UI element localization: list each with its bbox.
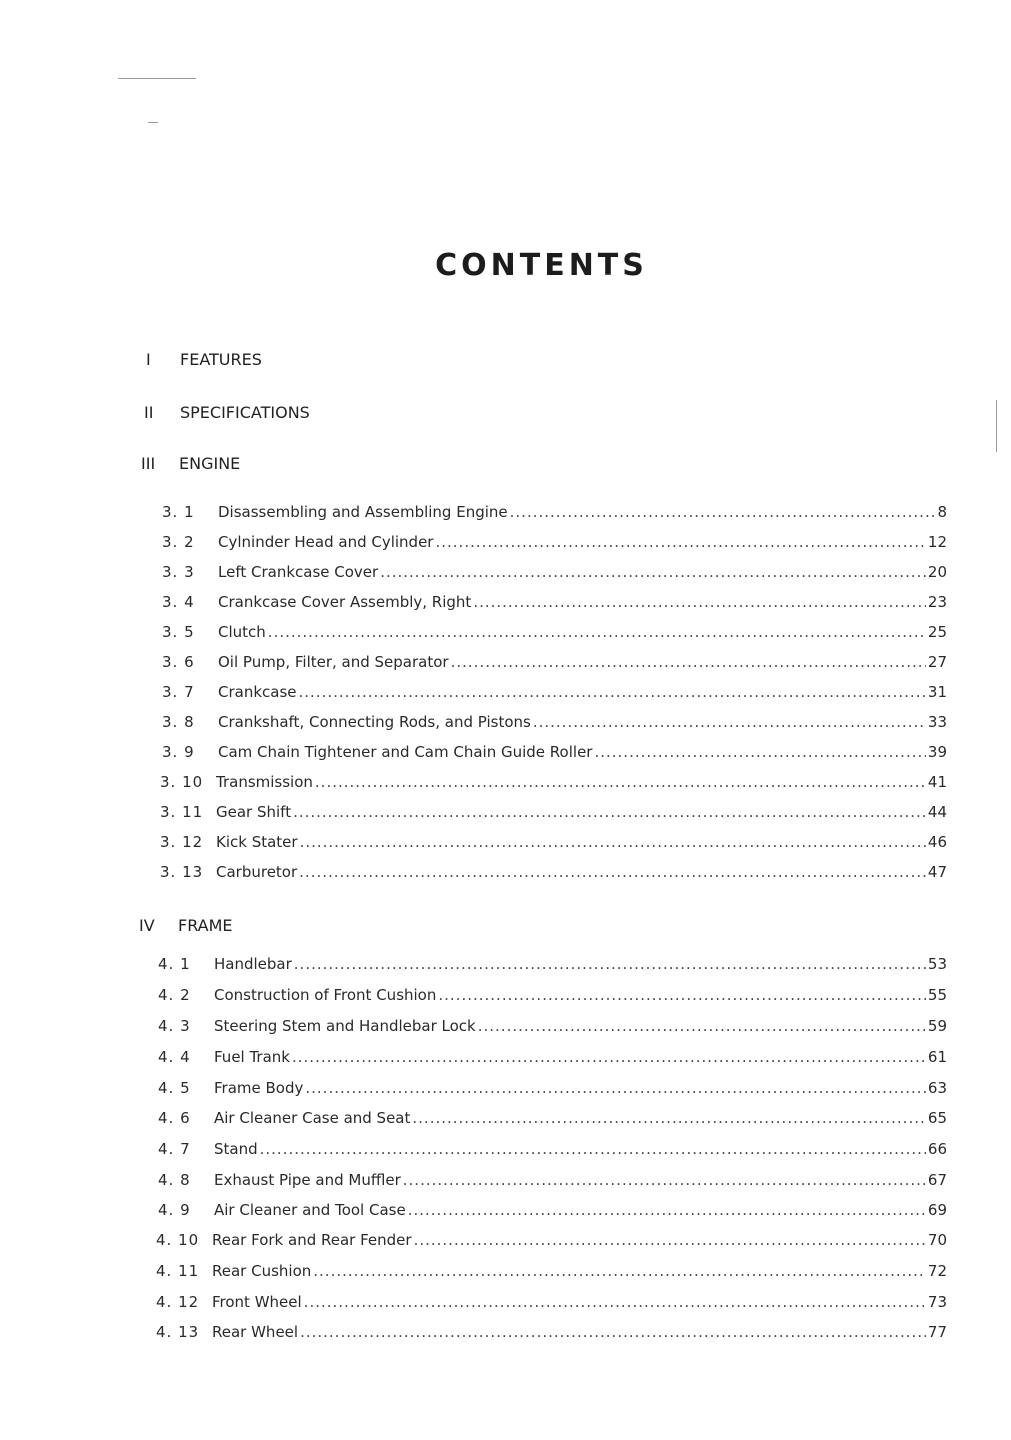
leader-dots	[304, 1293, 926, 1311]
toc-entry[interactable]	[162, 683, 947, 705]
entry-title: Kick Stater	[216, 833, 298, 851]
entry-number: 4. 2	[158, 986, 191, 1004]
leader-dots	[403, 1171, 926, 1189]
entry-title: Transmission	[216, 773, 313, 791]
entry-title: Left Crankcase Cover	[218, 563, 379, 581]
entry-number: 3. 7	[162, 683, 195, 701]
entry-title: Rear Wheel	[212, 1323, 299, 1341]
toc-entry[interactable]	[156, 1323, 947, 1345]
toc-entry[interactable]	[162, 623, 947, 645]
entry-number: 4. 10	[156, 1231, 200, 1249]
entry-title: Air Cleaner Case and Seat	[214, 1109, 411, 1127]
section-label: FRAME	[178, 916, 233, 935]
entry-title: Crankshaft, Connecting Rods, and Pistons	[218, 713, 531, 731]
leader-dots	[260, 1140, 926, 1158]
toc-entry[interactable]	[158, 1171, 947, 1193]
toc-entry[interactable]	[162, 653, 947, 675]
entry-page: 73	[927, 1293, 947, 1311]
entry-number: 3. 6	[162, 653, 195, 671]
leader-dots	[292, 1048, 926, 1066]
leader-dots	[299, 863, 926, 881]
entry-page: 25	[927, 623, 947, 641]
entry-title: Crankcase	[218, 683, 297, 701]
leader-dots	[268, 623, 926, 641]
entry-number: 3. 3	[162, 563, 195, 581]
section-label: SPECIFICATIONS	[180, 403, 310, 422]
leader-dots	[380, 563, 926, 581]
entry-title: Steering Stem and Handlebar Lock	[214, 1017, 476, 1035]
entry-page: 12	[927, 533, 947, 551]
entry-page: 63	[927, 1079, 947, 1097]
toc-entry[interactable]	[158, 955, 947, 977]
toc-entry[interactable]	[156, 1262, 947, 1284]
entry-title: Exhaust Pipe and Muffler	[214, 1171, 401, 1189]
leader-dots	[315, 773, 926, 791]
entry-page: 47	[927, 863, 947, 881]
toc-entry[interactable]	[162, 593, 947, 615]
section-label: FEATURES	[180, 350, 262, 369]
entry-title: Handlebar	[214, 955, 292, 973]
toc-entry[interactable]	[158, 1017, 947, 1039]
entry-page: 66	[927, 1140, 947, 1158]
entry-page: 31	[927, 683, 947, 701]
entry-page: 72	[927, 1262, 947, 1280]
entry-number: 3. 5	[162, 623, 195, 641]
toc-entry[interactable]	[158, 1201, 947, 1223]
entry-page: 77	[927, 1323, 947, 1341]
toc-entry[interactable]	[156, 1231, 947, 1253]
entry-title: Rear Cushion	[212, 1262, 312, 1280]
toc-entry[interactable]	[158, 1079, 947, 1101]
entry-number: 3. 4	[162, 593, 195, 611]
entry-number: 4. 12	[156, 1293, 200, 1311]
leader-dots	[412, 1109, 926, 1127]
toc-entry[interactable]	[158, 1109, 947, 1131]
toc-entry[interactable]	[162, 563, 947, 585]
entry-title: Oil Pump, Filter, and Separator	[218, 653, 449, 671]
leader-dots	[300, 833, 926, 851]
leader-dots	[533, 713, 926, 731]
entry-title: Stand	[214, 1140, 258, 1158]
scan-mark	[118, 78, 196, 79]
toc-entry[interactable]	[160, 833, 947, 855]
toc-entry[interactable]	[160, 803, 947, 825]
entry-number: 3. 1	[162, 503, 195, 521]
page-title: CONTENTS	[435, 248, 648, 283]
entry-number: 3. 13	[160, 863, 204, 881]
entry-number: 3. 11	[160, 803, 204, 821]
toc-entry[interactable]	[162, 743, 947, 765]
entry-number: 4. 9	[158, 1201, 191, 1219]
entry-page: 53	[927, 955, 947, 973]
section-label: ENGINE	[179, 454, 241, 473]
entry-page: 23	[927, 593, 947, 611]
entry-number: 3. 2	[162, 533, 195, 551]
entry-number: 4. 13	[156, 1323, 200, 1341]
toc-entry[interactable]	[162, 503, 947, 525]
entry-page: 8	[937, 503, 947, 521]
entry-title: Air Cleaner and Tool Case	[214, 1201, 406, 1219]
leader-dots	[451, 653, 926, 671]
scan-mark	[996, 400, 997, 452]
entry-number: 4. 3	[158, 1017, 191, 1035]
leader-dots	[294, 955, 926, 973]
entry-number: 3. 9	[162, 743, 195, 761]
entry-page: 33	[927, 713, 947, 731]
entry-number: 3. 12	[160, 833, 204, 851]
toc-entry[interactable]	[160, 863, 947, 885]
leader-dots	[438, 986, 926, 1004]
leader-dots	[414, 1231, 926, 1249]
entry-page: 41	[927, 773, 947, 791]
leader-dots	[299, 683, 926, 701]
toc-entry[interactable]	[162, 533, 947, 555]
entry-title: Crankcase Cover Assembly, Right	[218, 593, 472, 611]
leader-dots	[408, 1201, 926, 1219]
section-number: III	[141, 454, 156, 473]
entry-page: 55	[927, 986, 947, 1004]
entry-title: Clutch	[218, 623, 266, 641]
entry-title: Cylninder Head and Cylinder	[218, 533, 434, 551]
entry-page: 70	[927, 1231, 947, 1249]
entry-title: Fuel Trank	[214, 1048, 290, 1066]
section-number: II	[144, 403, 154, 422]
entry-number: 4. 4	[158, 1048, 191, 1066]
entry-title: Frame Body	[214, 1079, 304, 1097]
leader-dots	[313, 1262, 926, 1280]
leader-dots	[300, 1323, 926, 1341]
entry-number: 3. 8	[162, 713, 195, 731]
entry-page: 59	[927, 1017, 947, 1035]
toc-entry[interactable]	[158, 1140, 947, 1162]
leader-dots	[594, 743, 925, 761]
entry-page: 65	[927, 1109, 947, 1127]
entry-number: 4. 11	[156, 1262, 200, 1280]
entry-page: 39	[927, 743, 947, 761]
entry-page: 61	[927, 1048, 947, 1066]
section-number: IV	[139, 916, 155, 935]
leader-dots	[435, 533, 925, 551]
entry-page: 20	[927, 563, 947, 581]
leader-dots	[510, 503, 936, 521]
entry-title: Carburetor	[216, 863, 298, 881]
entry-number: 4. 6	[158, 1109, 191, 1127]
scan-mark	[148, 122, 158, 123]
toc-entry[interactable]	[158, 986, 947, 1008]
entry-title: Construction of Front Cushion	[214, 986, 437, 1004]
entry-page: 69	[927, 1201, 947, 1219]
entry-title: Disassembling and Assembling Engine	[218, 503, 508, 521]
entry-page: 44	[927, 803, 947, 821]
entry-title: Rear Fork and Rear Fender	[212, 1231, 412, 1249]
entry-title: Cam Chain Tightener and Cam Chain Guide Roller	[218, 743, 593, 761]
leader-dots	[305, 1079, 926, 1097]
entry-page: 67	[927, 1171, 947, 1189]
entry-page: 46	[927, 833, 947, 851]
entry-number: 4. 7	[158, 1140, 191, 1158]
entry-title: Front Wheel	[212, 1293, 302, 1311]
leader-dots	[478, 1017, 926, 1035]
toc-entry[interactable]	[160, 773, 947, 795]
entry-number: 3. 10	[160, 773, 204, 791]
section-number: I	[146, 350, 151, 369]
entry-page: 27	[927, 653, 947, 671]
entry-number: 4. 5	[158, 1079, 191, 1097]
toc-entry[interactable]	[158, 1048, 947, 1070]
toc-entry[interactable]	[156, 1293, 947, 1315]
entry-title: Gear Shift	[216, 803, 292, 821]
entry-number: 4. 8	[158, 1171, 191, 1189]
toc-entry[interactable]	[162, 713, 947, 735]
entry-number: 4. 1	[158, 955, 191, 973]
leader-dots	[473, 593, 926, 611]
leader-dots	[293, 803, 926, 821]
